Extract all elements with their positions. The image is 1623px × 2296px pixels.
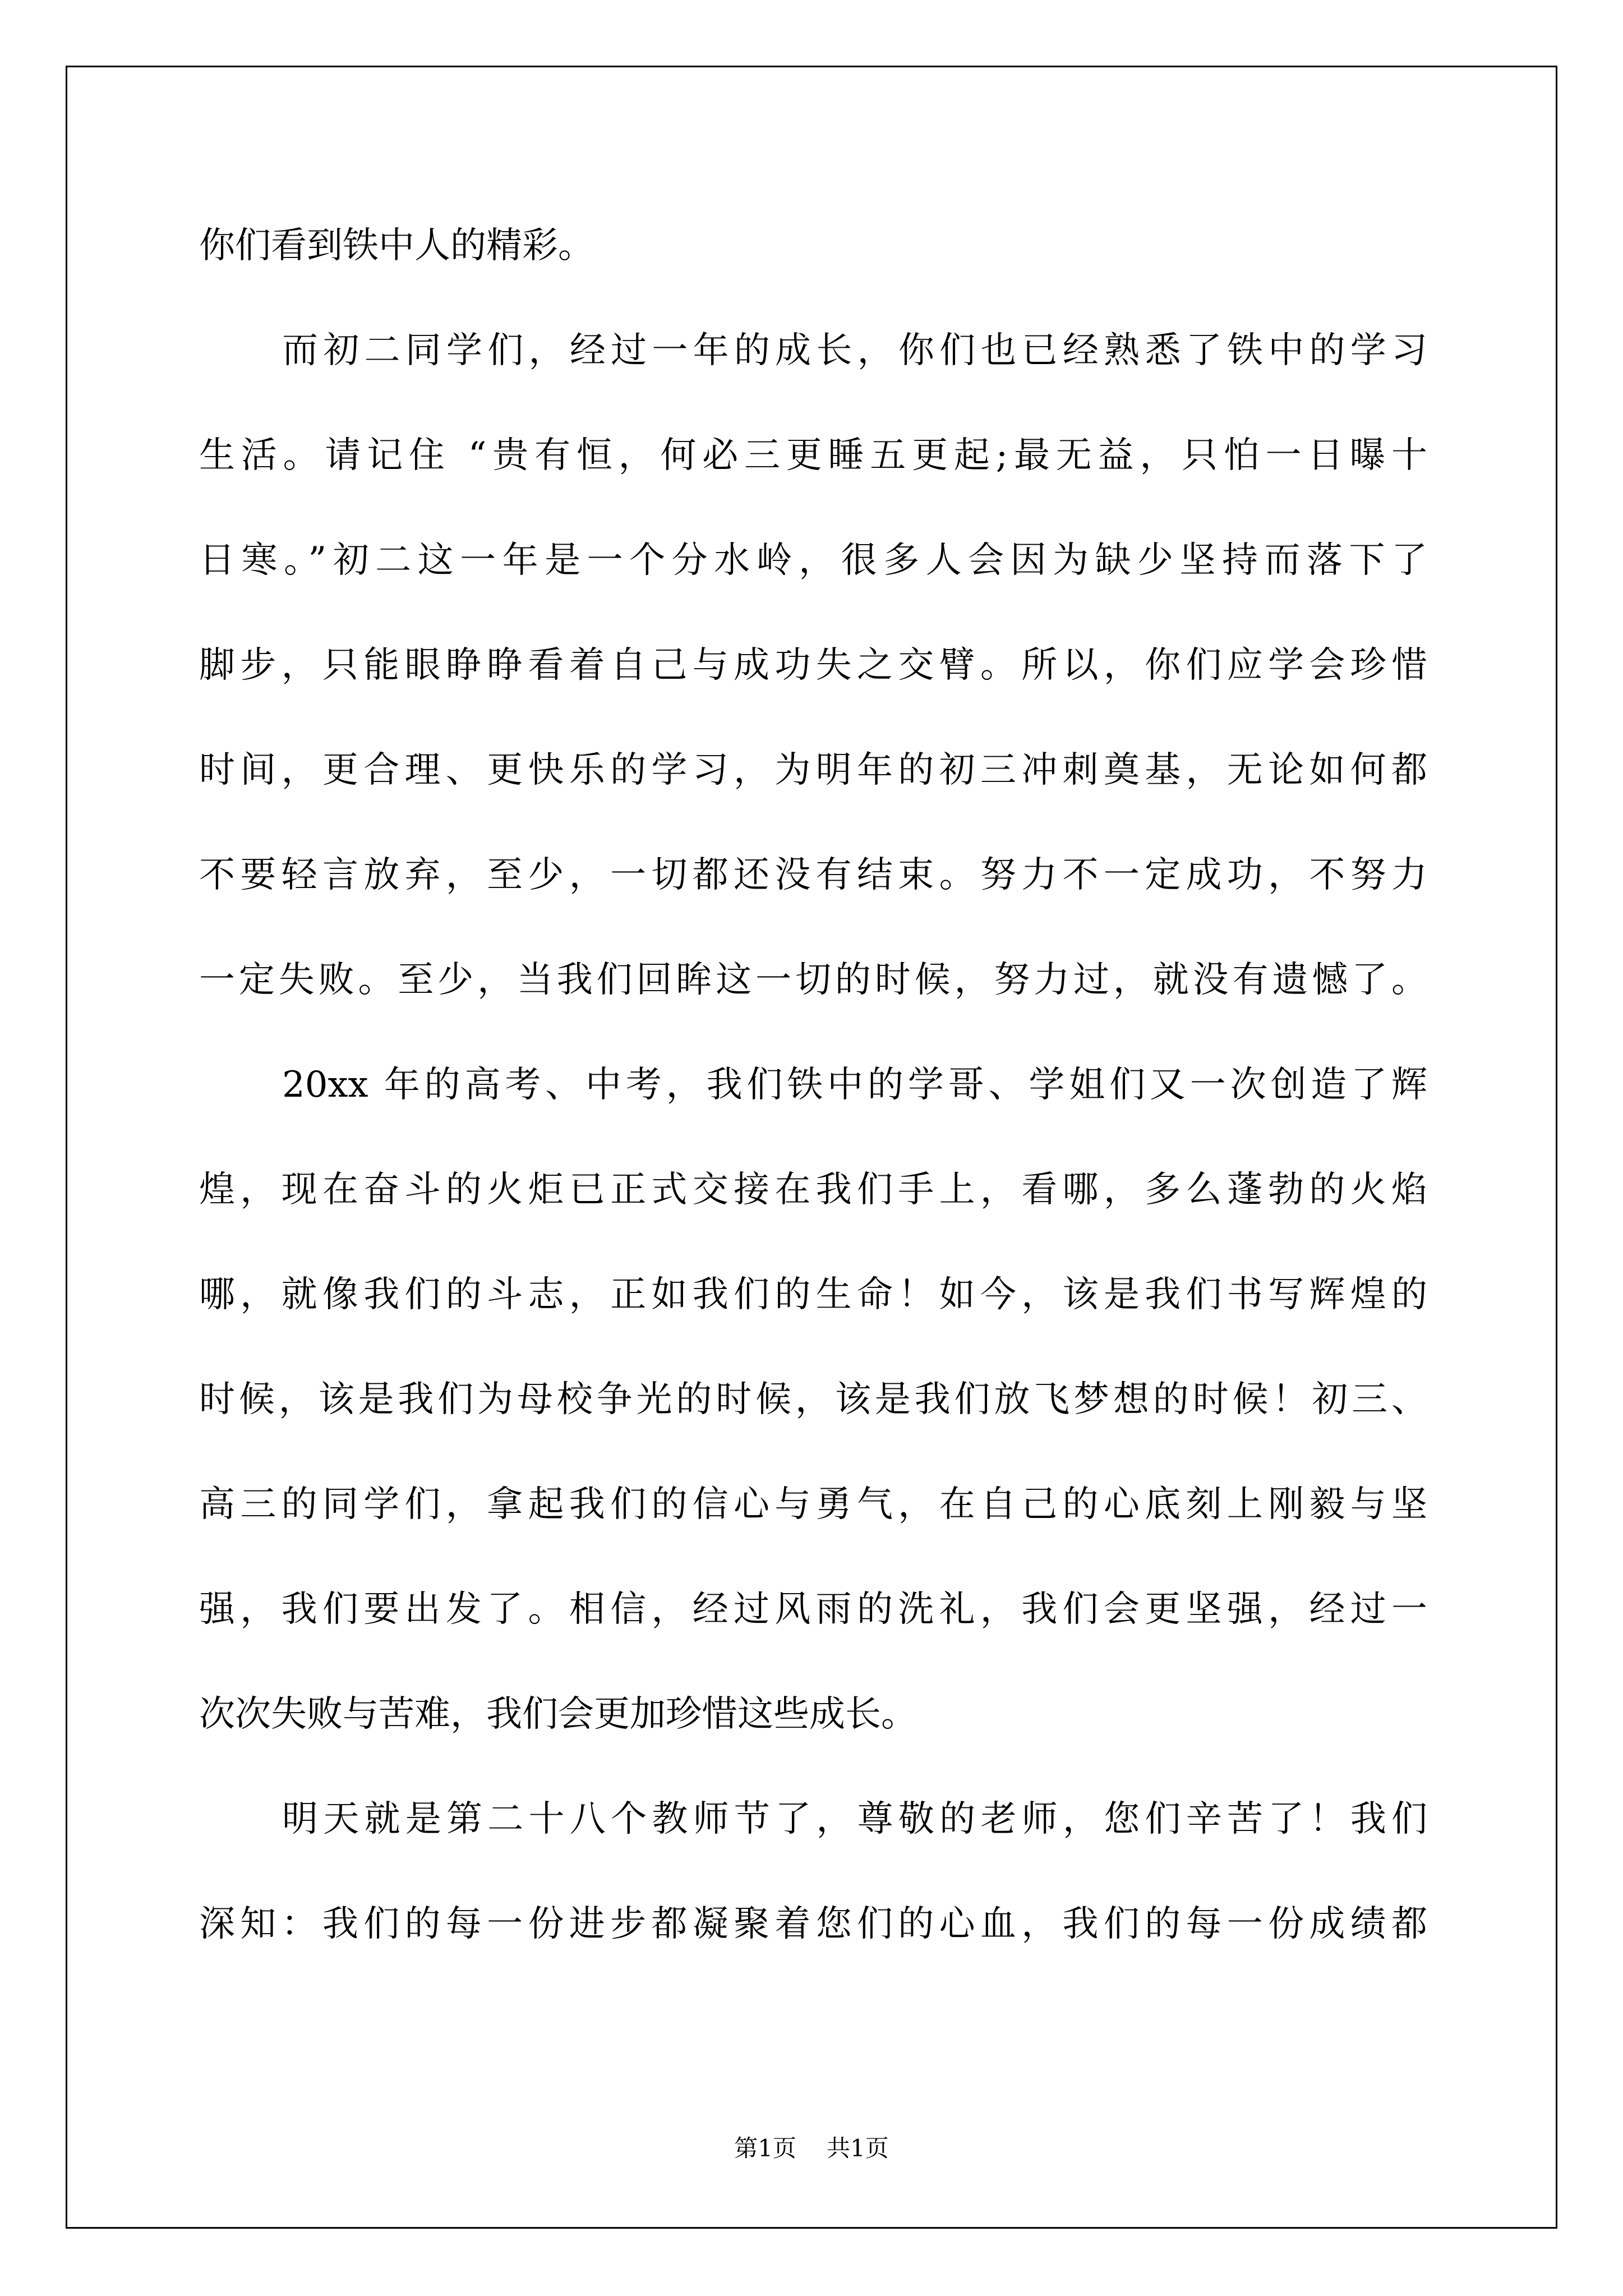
- text-line: 脚步，只能眼睁睁看着自己与成功失之交臂。所以，你们应学会珍惜: [199, 645, 1427, 686]
- text-line: 而初二同学们，经过一年的成长，你们也已经熟悉了铁中的学习: [282, 330, 1427, 371]
- text-line: 不要轻言放弃，至少，一切都还没有结束。努力不一定成功，不努力: [199, 854, 1427, 896]
- text-line: 次次失败与苦难，我们会更加珍惜这些成长。: [199, 1694, 917, 1735]
- text-line: 深知：我们的每一份进步都凝聚着您们的心血，我们的每一份成绩都: [199, 1903, 1427, 1945]
- text-line: 生活。请记住 “贵有恒，何必三更睡五更起;最无益，只怕一日曝十: [199, 435, 1427, 476]
- text-line: 明天就是第二十八个教师节了，尊敬的老师，您们辛苦了！我们: [282, 1798, 1427, 1840]
- text-line: 20xx 年的高考、中考，我们铁中的学哥、学姐们又一次创造了辉: [282, 1064, 1427, 1106]
- text-line: 你们看到铁中人的精彩。: [199, 225, 594, 266]
- text-line: 时间，更合理、更快乐的学习，为明年的初三冲刺奠基，无论如何都: [199, 749, 1427, 791]
- text-line: 时候，该是我们为母校争光的时候，该是我们放飞梦想的时候！初三、: [199, 1379, 1427, 1420]
- page-number-current: 第1页: [734, 2134, 796, 2162]
- text-line: 高三的同学们，拿起我们的信心与勇气，在自己的心底刻上刚毅与坚: [199, 1484, 1427, 1525]
- document-body: [199, 194, 1427, 1977]
- text-line: 哪，就像我们的斗志，正如我们的生命！如今，该是我们书写辉煌的: [199, 1274, 1427, 1315]
- text-line: 日寒。”初二这一年是一个分水岭，很多人会因为缺少坚持而落下了: [199, 540, 1427, 581]
- text-line: 煌，现在奋斗的火炬已正式交接在我们手上，看哪，多么蓬勃的火焰: [199, 1169, 1427, 1211]
- text-line: 强，我们要出发了。相信，经过风雨的洗礼，我们会更坚强，经过一: [199, 1589, 1427, 1630]
- text-line: 一定失败。至少，当我们回眸这一切的时候，努力过，就没有遗憾了。: [199, 959, 1427, 1001]
- page-number-total: 共1页: [827, 2134, 889, 2162]
- page-footer: [0, 2132, 1623, 2165]
